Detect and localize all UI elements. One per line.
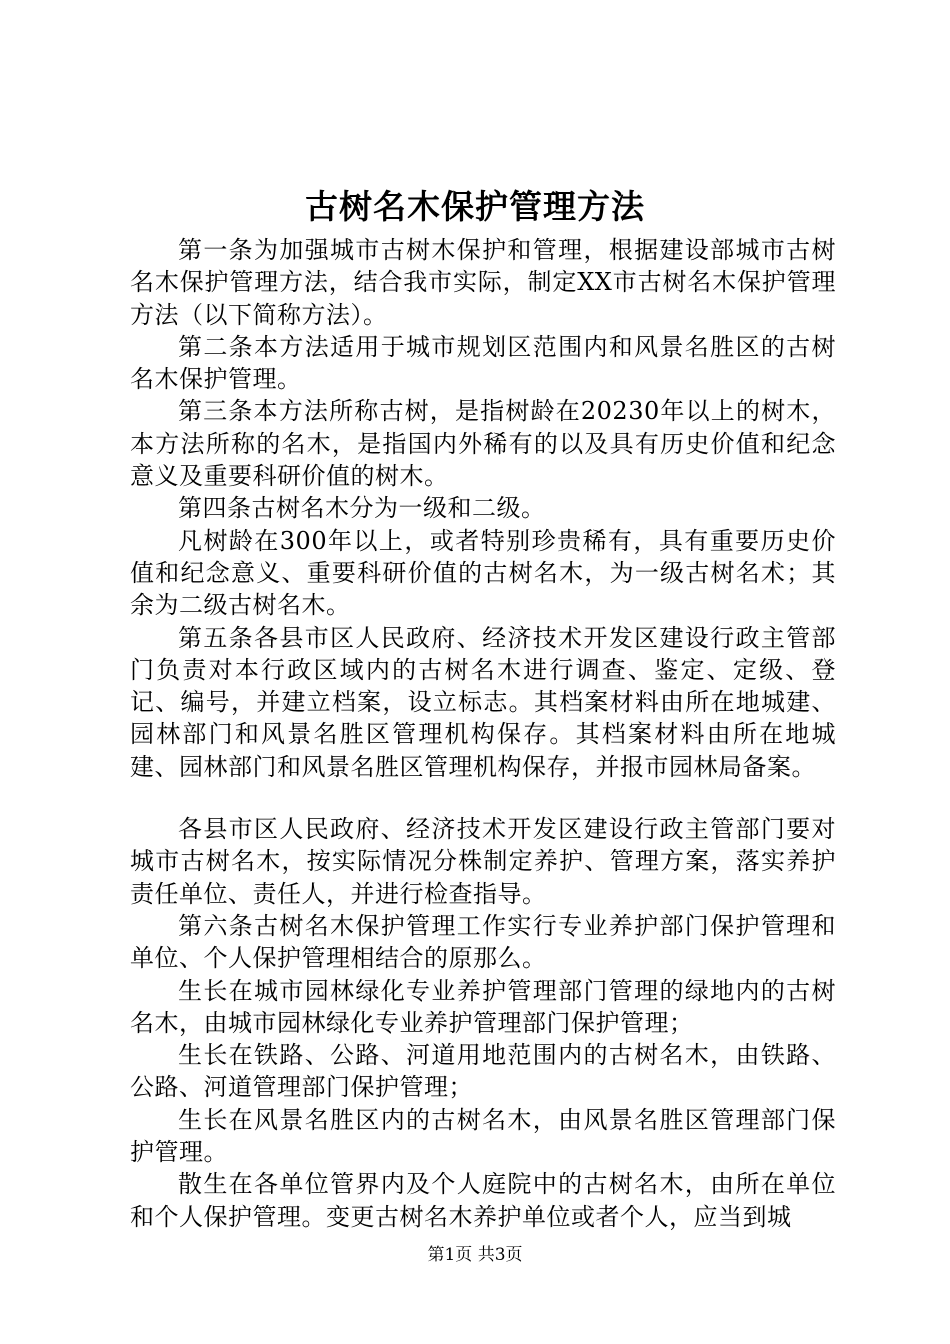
paragraph-article-6: 第六条古树名木保护管理工作实行专业养护部门保护管理和单位、个人保护管理相结合的原那么。 <box>130 911 836 973</box>
paragraph-scattered-trees: 散生在各单位管界内及个人庭院中的古树名木，由所在单位和个人保护管理。变更古树名木养护单位或者个人，应当到城 <box>130 1170 836 1231</box>
paragraph-article-1: 第一条为加强城市古树木保护和管理，根据建设部城市古树名木保护管理方法，结合我市实际，制定XX市古树名木保护管理方法（以下简称方法）。 <box>130 236 836 329</box>
paragraph-grade-definition: 凡树龄在300年以上，或者特别珍贵稀有，具有重要历史价值和纪念意义、重要科研价值的古树名木，为一级古树名术；其余为二级古树名木。 <box>130 526 836 620</box>
document-title: 古树名木保护管理方法 <box>305 187 645 226</box>
document-body <box>130 234 836 1233</box>
paragraph-article-3: 第三条本方法所称古树，是指树龄在20230年以上的树木，本方法所称的名木，是指国内外稀有的以及具有历史价值和纪念意义及重要科研价值的树木。 <box>130 397 836 491</box>
paragraph-article-4: 第四条古树名木分为一级和二级。 <box>178 494 546 523</box>
paragraph-article-5: 第五条各县市区人民政府、经济技术开发区建设行政主管部门负责对本行政区域内的古树名木进行调查、鉴定、定级、登记、编号，并建立档案，设立标志。其档案材料由所在地城建、园林部门和风景名胜区管理机构保存。其档案材料由所在地城建、园林部门和风景名胜区管理机构保存，并报市园林局备案。 <box>130 623 836 781</box>
paragraph-railway-road: 生长在铁路、公路、河道用地范围内的古树名木，由铁路、公路、河道管理部门保护管理； <box>130 1041 836 1102</box>
page-footer: 第1页 共3页 <box>427 1245 523 1265</box>
paragraph-green-space: 生长在城市园林绿化专业养护管理部门管理的绿地内的古树名木，由城市园林绿化专业养护管理部门保护管理； <box>130 976 836 1037</box>
paragraph-maintenance-plan: 各县市区人民政府、经济技术开发区建设行政主管部门要对城市古树名木，按实际情况分株制定养护、管理方案，落实养护责任单位、责任人，并进行检查指导。 <box>130 815 836 908</box>
paragraph-scenic-area: 生长在风景名胜区内的古树名木，由风景名胜区管理部门保护管理。 <box>130 1105 836 1167</box>
paragraph-article-2: 第二条本方法适用于城市规划区范围内和风景名胜区的古树名木保护管理。 <box>130 332 836 394</box>
